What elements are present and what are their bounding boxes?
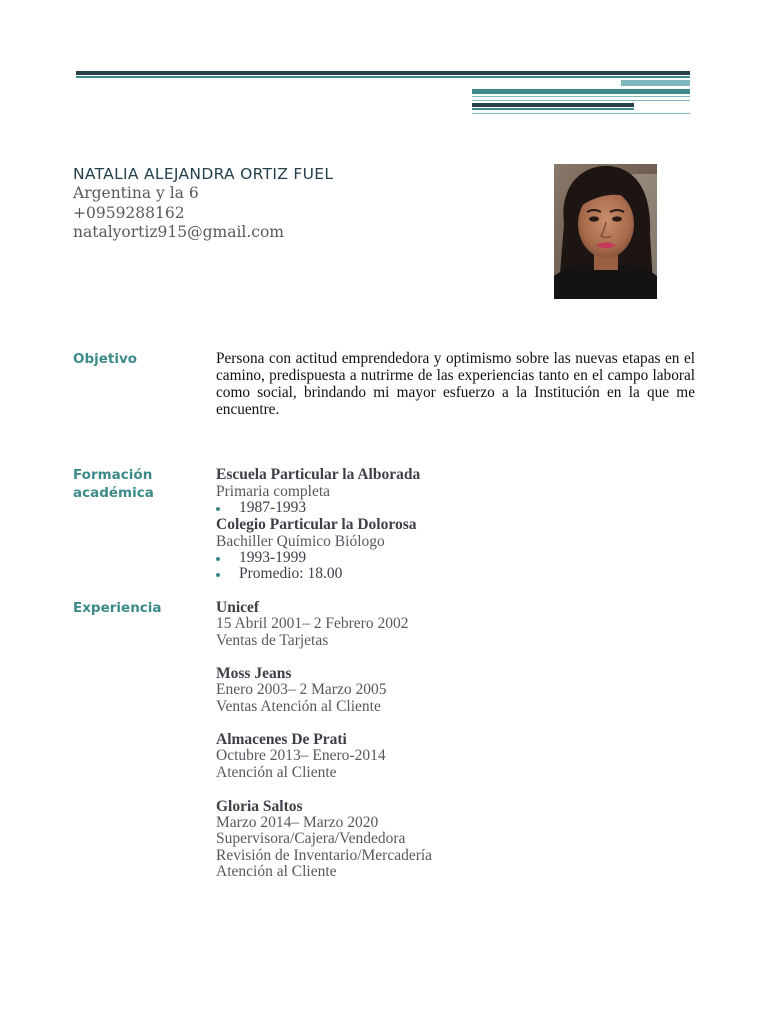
school-entry <box>216 516 695 582</box>
school-name: Escuela Particular la Alborada <box>216 466 421 483</box>
job-entry <box>216 798 695 881</box>
address: Argentina y la 6 <box>73 184 199 202</box>
job-entry <box>216 599 695 649</box>
job-line: Enero 2003– 2 Marzo 2005 <box>216 681 387 699</box>
school-entry <box>216 466 695 516</box>
bullet-icon <box>216 507 220 511</box>
objective-text: Persona con actitud emprendedora y optimismo sobre las nuevas etapas en el camino, predispuesta a nutrirme de las experiencias tanto en el campo laboral como social, brindando mi mayor esfuerzo a la Institución en la que me encuentre. <box>216 350 695 418</box>
job-line: Atención al Cliente <box>216 863 337 881</box>
portrait-image <box>554 164 657 299</box>
email[interactable]: natalyortiz915@gmail.com <box>73 223 284 241</box>
company-name: Almacenes De Prati <box>216 731 347 749</box>
company-name: Gloria Saltos <box>216 797 303 815</box>
education-label <box>73 467 154 502</box>
job-line: Octubre 2013– Enero-2014 <box>216 747 386 765</box>
education-label-line1: Formación <box>73 467 153 483</box>
bullet-item <box>216 550 695 566</box>
experience-label: Experiencia <box>73 600 162 616</box>
bullet-text: 1993-1999 <box>239 549 307 566</box>
job-line: Marzo 2014– Marzo 2020 <box>216 813 379 831</box>
company-name: Moss Jeans <box>216 665 292 683</box>
bullet-item <box>216 500 695 516</box>
job-line: Atención al Cliente <box>216 763 337 781</box>
bullet-text: Promedio: 18.00 <box>239 565 343 582</box>
profile-photo <box>554 164 657 299</box>
full-name: NATALIA ALEJANDRA ORTIZ FUEL <box>73 165 334 183</box>
experience-list <box>216 599 695 897</box>
job-line: Ventas Atención al Cliente <box>216 697 381 715</box>
job-entry <box>216 731 695 781</box>
job-line: 15 Abril 2001– 2 Febrero 2002 <box>216 615 409 632</box>
school-detail: Bachiller Químico Biólogo <box>216 533 385 550</box>
bullet-item <box>216 566 695 582</box>
bullet-icon <box>216 557 220 561</box>
objective-label: Objetivo <box>73 351 138 367</box>
bullet-text: 1987-1993 <box>239 499 307 516</box>
company-name: Unicef <box>216 599 260 616</box>
education-label-line2: académica <box>73 484 154 501</box>
school-name: Colegio Particular la Dolorosa <box>216 516 417 533</box>
job-line: Supervisora/Cajera/Vendedora <box>216 830 406 848</box>
contact-header <box>73 164 513 243</box>
job-line: Ventas de Tarjetas <box>216 631 329 649</box>
bullet-icon <box>216 573 220 577</box>
school-detail: Primaria completa <box>216 483 331 500</box>
phone: +0959288162 <box>73 203 185 222</box>
education-list <box>216 466 695 582</box>
job-line: Revisión de Inventario/Mercadería <box>216 846 433 864</box>
job-entry <box>216 665 695 715</box>
